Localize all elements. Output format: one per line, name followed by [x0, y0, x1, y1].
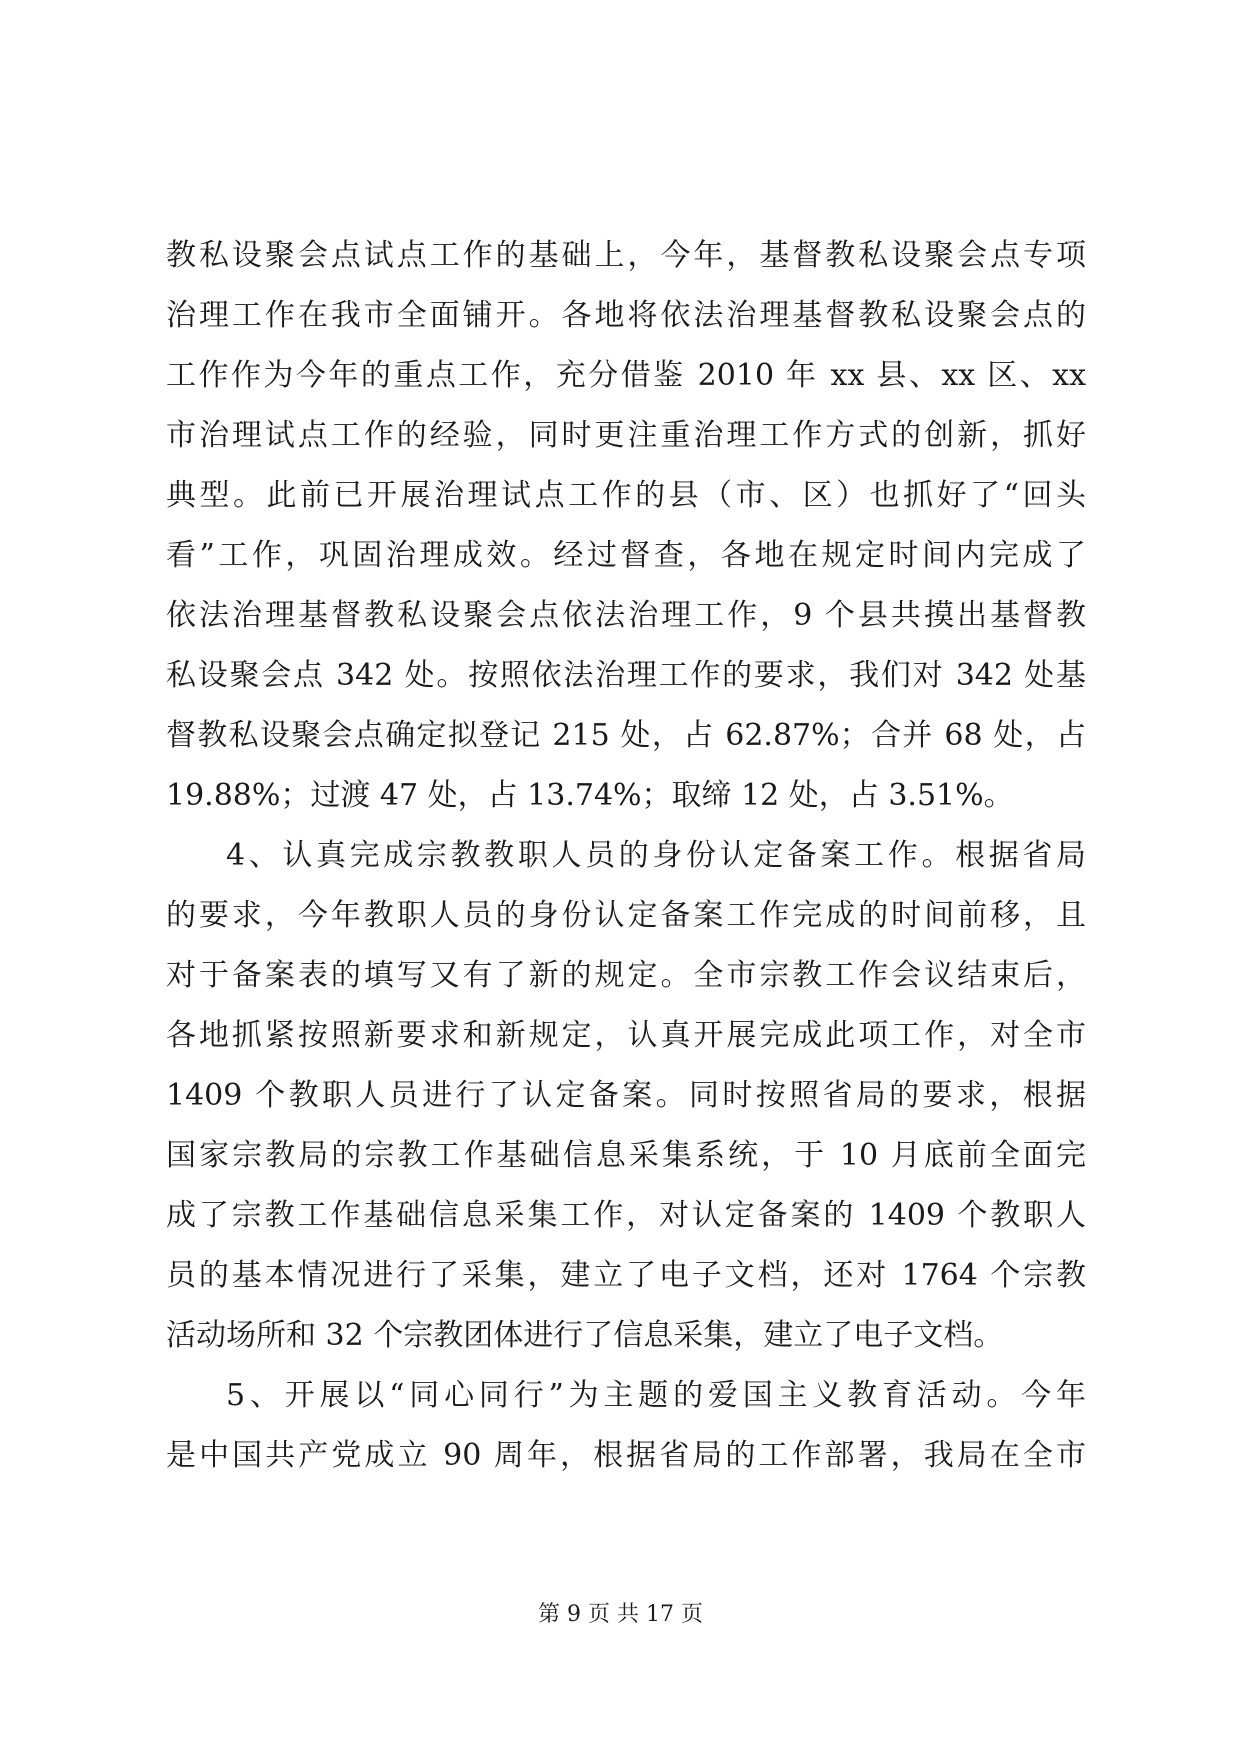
text-line-4: 市治理试点工作的经验，同时更注重治理工作方式的创新，抓好 [166, 418, 1086, 453]
page-footer [0, 1600, 1241, 1630]
text-line-7: 依法治理基督教私设聚会点依法治理工作，9 个县共摸出基督教 [166, 598, 1086, 633]
text-line-14: 各地抓紧按照新要求和新规定，认真开展完成此项工作，对全市 [166, 1018, 1086, 1053]
text-line-3: 工作作为今年的重点工作，充分借鉴 2010 年 xx 县、xx 区、xx [166, 358, 1086, 393]
text-line-21: 是中国共产党成立 90 周年，根据省局的工作部署，我局在全市 [166, 1438, 1086, 1473]
text-line-1: 教私设聚会点试点工作的基础上，今年，基督教私设聚会点专项 [166, 238, 1086, 273]
text-line-12: 的要求，今年教职人员的身份认定备案工作完成的时间前移，且 [166, 898, 1086, 933]
text-line-17: 成了宗教工作基础信息采集工作，对认定备案的 1409 个教职人 [166, 1198, 1086, 1233]
text-line-10: 19.88%；过渡 47 处，占 13.74%；取缔 12 处，占 3.51%。 [166, 778, 1014, 813]
text-line-20: 5、开展以“同心同行”为主题的爱国主义教育活动。今年 [226, 1378, 1086, 1413]
text-line-9: 督教私设聚会点确定拟登记 215 处，占 62.87%；合并 68 处，占 [166, 718, 1086, 753]
text-line-13: 对于备案表的填写又有了新的规定。全市宗教工作会议结束后， [166, 958, 1086, 993]
page-number-label: 第 9 页 共 17 页 [538, 1602, 703, 1627]
text-line-5: 典型。此前已开展治理试点工作的县（市、区）也抓好了“回头 [166, 478, 1086, 513]
text-line-18: 员的基本情况进行了采集，建立了电子文档，还对 1764 个宗教 [166, 1258, 1086, 1293]
text-line-8: 私设聚会点 342 处。按照依法治理工作的要求，我们对 342 处基 [166, 658, 1086, 693]
text-line-2: 治理工作在我市全面铺开。各地将依法治理基督教私设聚会点的 [166, 298, 1086, 333]
document-body [166, 226, 1086, 1486]
text-line-16: 国家宗教局的宗教工作基础信息采集系统，于 10 月底前全面完 [166, 1138, 1086, 1173]
text-line-19: 活动场所和 32 个宗教团体进行了信息采集，建立了电子文档。 [166, 1318, 1004, 1353]
text-line-11: 4、认真完成宗教教职人员的身份认定备案工作。根据省局 [226, 838, 1086, 873]
text-line-15: 1409 个教职人员进行了认定备案。同时按照省局的要求，根据 [166, 1078, 1086, 1113]
text-line-6: 看”工作，巩固治理成效。经过督查，各地在规定时间内完成了 [166, 538, 1086, 573]
